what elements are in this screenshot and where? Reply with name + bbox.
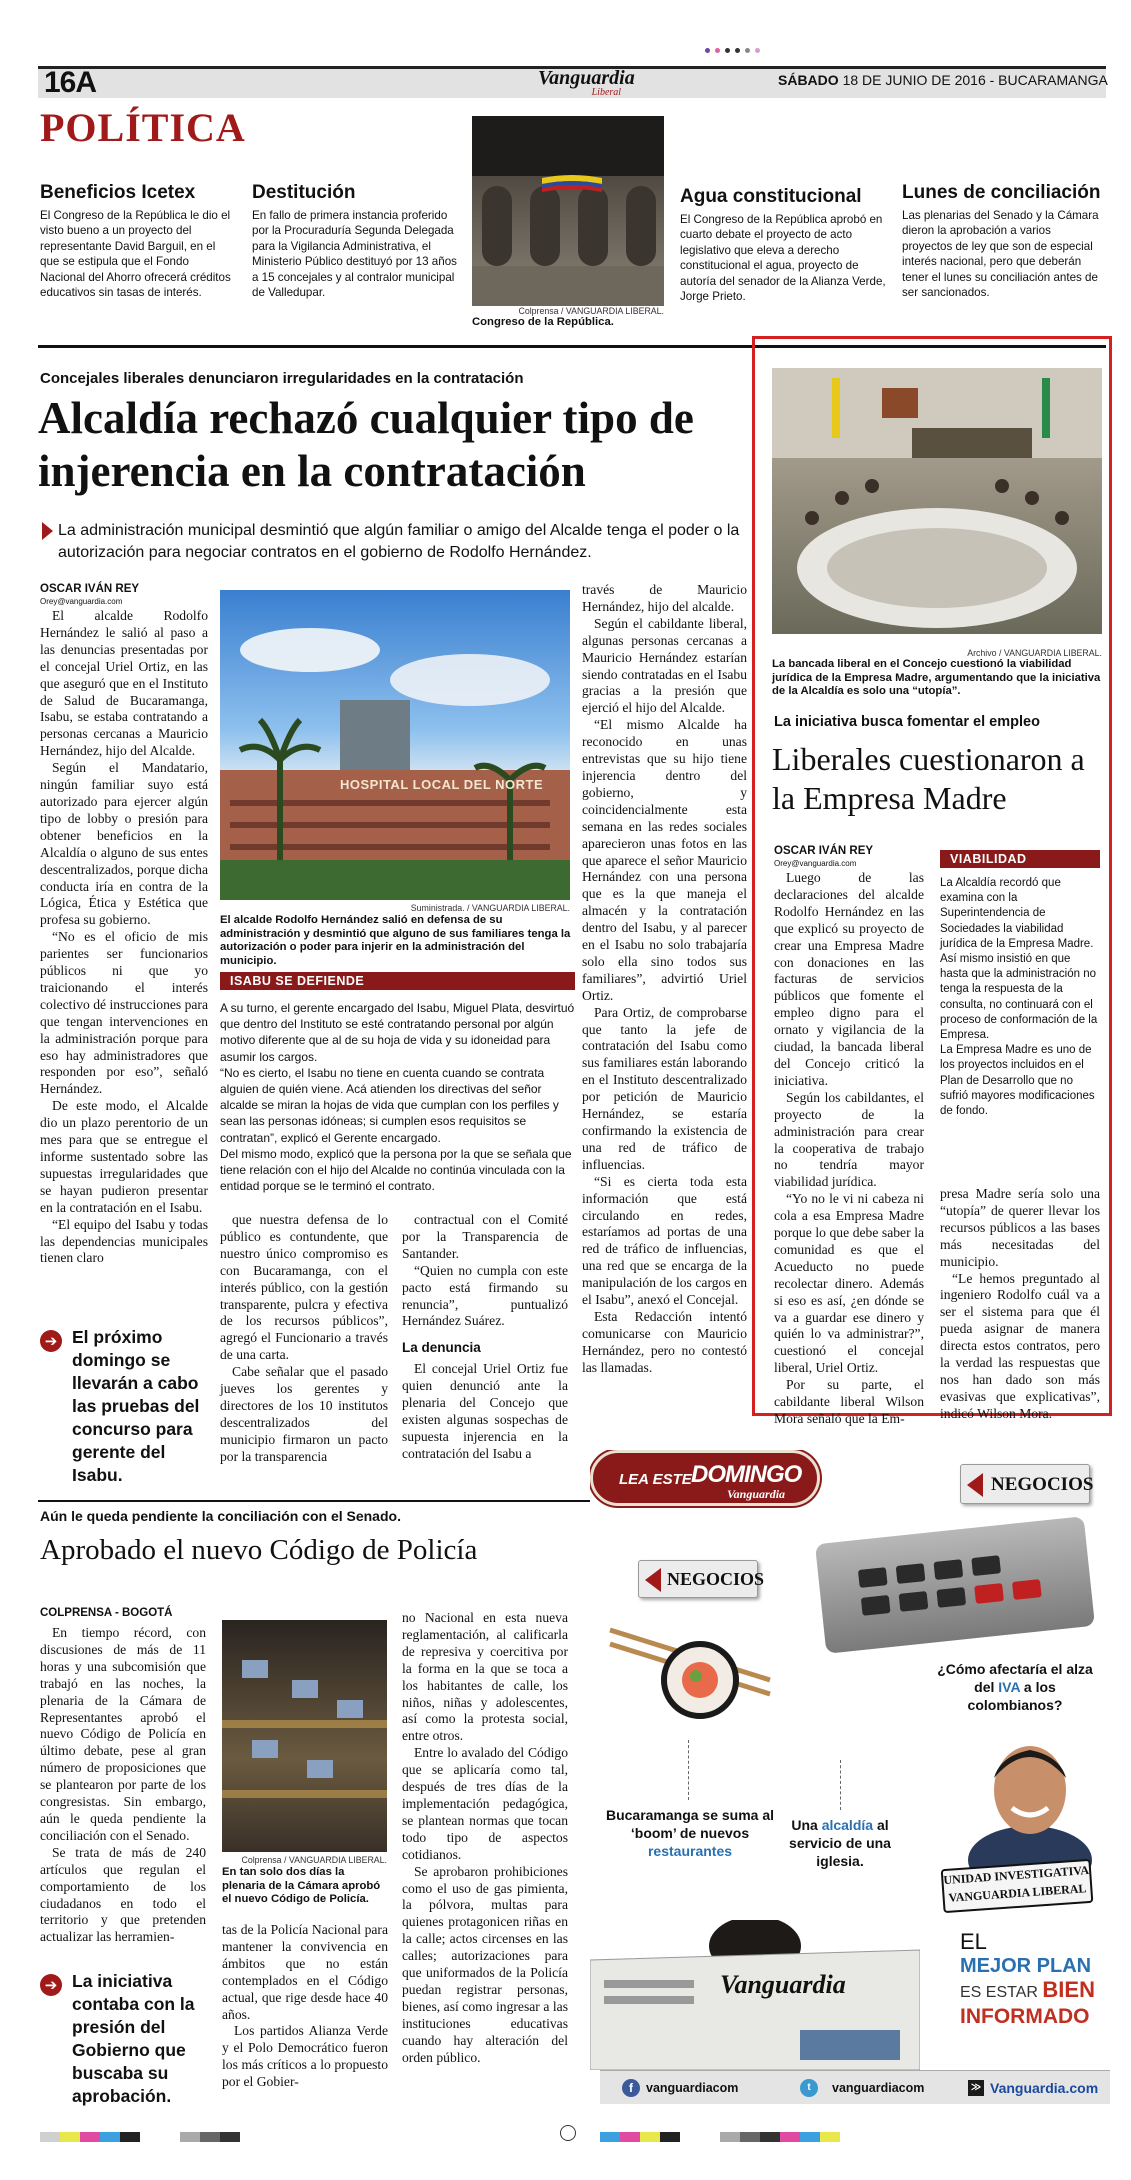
social-bar: f vanguardiacom t vanguardiacom ≫ Vanguardia.com [600,2070,1110,2104]
council-photo-caption: La bancada liberal en el Concejo cuestionó la viabilidad jurídica de la Empresa Madre, argumentando que la iniciativa de la Alcaldía es solo una “utopía”. [772,658,1101,697]
police-pull-quote: ➔ La iniciativa contaba con la presión del Gobierno que buscaba su aprobación. [40,1970,208,2108]
teaser-line-1 [688,1740,689,1800]
main-headline: Alcaldía rechazó cualquier tipo de injerencia en la contratación [38,393,694,496]
masthead-logo: Vanguardia Liberal [538,67,635,98]
divider-middle [38,1500,590,1502]
side-byline: OSCAR IVÁN REY [774,845,874,857]
congress-photo-credit: Colprensa / VANGUARDIA LIBERAL. [518,306,664,316]
sushi-teaser: Bucaramanga se suma al ‘boom’ de nuevos restaurantes [605,1807,775,1859]
slogan: EL MEJOR PLAN ES ESTAR BIEN INFORMADO [960,1929,1095,2028]
main-kicker: Concejales liberales denunciaron irregularidades en la contratación [40,370,524,387]
side-col1: Luego de las declaraciones del alcalde Rodolfo Hernández en las que explicó su proyecto de crear una Empresa Madre con donaciones en las facturas de servicios públicos que fomente el empleo digno para el ornato y vigilancia de la ciudad, la bancada liberal del Concejo criticó la iniciativa. Según los cabildantes, el proyecto de la administración para crear la cooperativa de trabajo no tendría mayor viabilidad jurídica. “Yo no le vi ni cabeza ni cola a esa Empresa Madre porque lo que debe saber la comunidad es que el Acueducto no puede recolectar dinero. Además si eso es así, ¿en dónde se va a guardar ese dinero y quién lo va administrar?”, cuestionó el concejal liberal, Uriel Ortiz. Por su parte, el cabildante liberal Wilson Mora señaló que la Em- [774,870,924,1426]
main-pull-quote: ➔ El próximo domingo se llevarán a cabo las pruebas del concurso para gerente del Isabu. [40,1326,210,1487]
main-lead: La administración municipal desmintió que algún familiar o amigo del Alcalde tenga el poder o la autorización para negociar contratos en el gobierno de Rodolfo Hernández. [58,522,740,561]
council-photo-credit: Archivo / VANGUARDIA LIBERAL. [967,648,1102,658]
police-col1: En tiempo récord, con discusiones de más de 11 horas y una subcomisión que trabajó en las noches, la plenaria de la Cámara de Representantes aprobó el nuevo Código de Policía en último debate, pese al gran número de proposiciones que se plantearon por parte de los congresistas. Sin embargo, aún le queda pendiente la conciliación con el Senado. Se trata de más de 240 artículos que regulan el comportamiento de los ciudadanos en todo el territorio y que pretenden actualizar las herramien- [40,1625,206,1945]
isabu-box-text: A su turno, el gerente encargado del Isabu, Miguel Plata, desvirtuó que dentro del Instituto se esté contratando personal por algún motivo diferente que al de su hoja de vida y su idoneidad para asumir los cargos. “No es cierto, el Isabu no tiene en cuenta cuando se contrata alguien de quién viene. Acá atienden los directivas del señor alcalde se miran la hojas de vida que cumplan con los perfiles y sean las personas idóneas; si cumplen esos requisitos se contratan”, explicó el Gerente encargado. Del mismo modo, explicó que la persona por la que se señala que tiene relación con el hijo del Alcalde no continúa vinculada con la entidad porque se le terminó el contrato. [220,1001,575,1194]
arrow-icon: ➔ [40,1330,62,1352]
main-col5: través de Mauricio Hernández, hijo del alcalde. Según el cabildante liberal, algunas personas cercanas a Mauricio Hernández estarían siendo contratadas en el Isabu gracias a la presión que ejerció el hijo del Alcalde. “El mismo Alcalde ha reconocido en unas entrevistas que su hijo tiene injerencia dentro del gobierno, y coincidencialmente esta semana en las redes sociales aparecieron unas fotos en las que aparece el señor Mauricio Hernández con una persona que es la que maneja el almacén y la contratación dentro del Isabu, y al parecer en el Isabu no solo trabajaría solo ella sino todos sus familiares”, advirtió Uriel Ortiz. Para Ortiz, de comprobarse que tanto la jefe de contratación del Isabu como sus familiares están laborando en el Instituto descentralizado por petición de Mauricio Hernández, se estaría confirmando la existencia de una red de tráfico de influencias. “Si es cierta toda esta información que está circulando en redes, estaríamos ad portas de una red de tráfico de influencias, una red que se encarga de la manipulación de los cargos en el Isabu”, anexó el Concejal. Esta Redacción intentó comunicarse con Mauricio Hernández, pero no contestó las llamadas. [582,582,747,1375]
police-headline: Aprobado el nuevo Código de Policía [40,1534,478,1566]
congress-photo-caption: Congreso de la República. [472,316,614,328]
header-date: SÁBADO 18 DE JUNIO DE 2016 - BUCARAMANGA [778,72,1108,88]
brief-agua: Agua constitucional El Congreso de la República aprobó en cuarto debate el proyecto de acto legislativo que eleva a derecho constitucional el agua, proyecto de autoría del senador de la Alianza Verde, Jorge Prieto. [680,186,886,304]
side-email: Orey@vanguardia.com [774,859,857,868]
sunday-ad [590,1450,1110,2120]
main-byline: OSCAR IVÁN REY [40,583,140,595]
main-col4: contractual con el Comité por la Transparencia de Santander. “Quien no cumpla con este pacto está firmando su renuncia”, puntualizó Hernández Suárez. La denuncia El concejal Uriel Ortiz fue quien denunció ante la plenaria del Concejo que existen algunas sospechas de supuesta injerencia en la contratación del Isabu a [402,1212,568,1461]
chamber-photo-credit: Colprensa / VANGUARDIA LIBERAL. [241,1855,387,1865]
newspaper-reader [590,1920,920,2070]
registration-mark-icon [560,2125,576,2141]
viabilidad-box-text: La Alcaldía recordó que examina con la Superintendencia de Sociedades la viabilidad jurídica de la Empresa Madre. Así mismo insistió en que hasta que la administración no tenga la respuesta de la consulta, no continuará con el proceso de conformación de la Empresa. La Empresa Madre es uno de los proyectos incluidos en el Plan de Desarrollo que no sufrió mayores modificaciones de fondo. [940,877,1098,1118]
main-col3: que nuestra defensa de lo público es contundente, que nuestro único compromiso es con Bucaramanga, con el interés público, con la gestión transparente, pulcra y efectiva de los recursos públicos”, agregó el Funcionario a través de una carta. Cabe señalar que el pasado jueves los gerentes y directores de los 10 institutos descentralizados del municipio firmaron un pacto por la transparencia [220,1212,388,1464]
brief-icetex: Beneficios Icetex El Congreso de la República le dio el visto bueno a un proyecto del representante David Barguil, en el que se estipula que el Fondo Nacional del Ahorro ofrecerá créditos educativos sin tasas de interés. [40,182,231,300]
hospital-photo-caption: El alcalde Rodolfo Hernández salió en defensa de su administración y desmintió que alguno de sus familiares tenga la autorización o poder para injerir en la administración del municipio. [220,914,571,967]
arrow-icon: ➔ [40,1974,62,1996]
sushi-image [600,1610,780,1730]
main-col1: El alcalde Rodolfo Hernández le salió al paso a las denuncias presentadas por el concejal Uriel Ortiz, en las que aseguró que en el Instituto de Salud de Bucaramanga, Isabu, se estaba contratando a personas cercanas a Mauricio Hernández, hijo del Alcalde. Según el Mandatario, ningún familiar suyo está autorizado para ejercer algún tipo de lobby o presión para obtener beneficios en la Alcaldía o alguno de sus entes descentralizados, porque dicha conducta iría en contra de la Lógica, Ética y Estética que profesa su gobierno. “No es el oficio de mis parientes ser funcionarios públicos ni que yo traicionando el interés colectivo dé instrucciones para que tengan intervenciones en la administración porque para eso hay administradores que responden por eso”, señaló Hernández. De este modo, el Alcalde dio un plazo perentorio de un mes para que se entregue el informe sustentado sobre las supuestas irregularidades que se hayan pudieron presentar en la contratación en el Isabu. “El equipo del Isabu y todas las dependencias municipales tienen claro [40,608,208,1266]
hospital-photo [220,590,570,900]
police-col2: tas de la Policía Nacional para mantener la convivencia en ámbitos que no están contemplados en el Código actual, que rige desde hace 40 años. Los partidos Alianza Verde y el Polo Democrático fueron los más críticos a lo propuesto por el Gobier- [222,1922,388,2090]
isabu-box-title: ISABU SE DEFIENDE [220,972,575,990]
side-kicker: La iniciativa busca fomentar el empleo [774,714,1040,730]
facebook-icon: f [622,2079,640,2097]
subhead-denuncia: La denuncia [402,1340,481,1356]
top-dots [705,48,765,54]
hospital-sign: HOSPITAL LOCAL DEL NORTE [340,777,544,792]
church-teaser: Una alcaldía al servicio de una iglesia. [789,1817,891,1869]
calculator-image [815,1516,1095,1654]
side-headline: Liberales cuestionaron a la Empresa Madre [772,741,1085,816]
ad-banner: LEA ESTE DOMINGO Vanguardia [590,1450,820,1506]
chamber-photo [222,1620,387,1852]
police-kicker: Aún le queda pendiente la conciliación con el Senado. [40,1508,401,1524]
newspaper-logo: Vanguardia [720,1970,846,1999]
side-col2: presa Madre sería solo una “utopía” de querer llevar los recursos públicos a las bases más necesitadas del municipio. “Le hemos preguntado al ingeniero Rodolfo cuál va a ser el sistema para que él pueda asignar de manera directa estos contratos, pero la verdad las respuestas que nos han dado son más evasivas que explicativas”, indicó Wilson Mora. [940,1186,1100,1421]
website-icon: ≫ [968,2080,984,2096]
teaser-line-2 [840,1760,841,1810]
police-byline: COLPRENSA - BOGOTÁ [40,1607,173,1619]
hospital-photo-credit: Suministrada. / VANGUARDIA LIBERAL. [410,903,570,913]
viabilidad-box-title: VIABILIDAD [940,850,1100,868]
page-number: 16A [44,66,97,99]
twitter-icon: t [800,2079,818,2097]
negocios-tag-2: NEGOCIOS [638,1560,758,1598]
negocios-tag-1: NEGOCIOS [960,1464,1090,1504]
main-email: Orey@vanguardia.com [40,597,123,606]
brief-destitucion: Destitución En fallo de primera instancia proferido por la Procuraduría Segunda Delegada para la Vigilancia Administrativa, el Ministerio Público destituyó por 13 años a 15 concejales y al contralor municipal de Valledupar. [252,182,457,300]
congress-photo [472,116,664,306]
police-col3: no Nacional en esta nueva reglamentación, al calificarla de represiva y coercitiva por la forma en la que se toca a los habitantes de calle, los niños, niñas y adolescentes, así como la protesta social, entre otros. Entre lo avalado del Código que se aplicaría como tal, después de tres días de la implementación pedagógica, se plantean normas que tocan todo tipo de aspectos cotidianos. Se aprobaron prohibiciones como el uso de gas pimienta, la pólvora, multas para quienes protagonicen riñas en la calle; actos circenses en las calles; autorizaciones para que uniformados de la Policía puedan registrar personas, bienes, así como ingresar a las instituciones educativas cuando hay alteración del orden público. [402,1610,568,2065]
man-portrait [960,1730,1100,1870]
iva-teaser: ¿Cómo afectaría el alza del IVA a los colombianos? [937,1661,1093,1713]
investigative-unit-badge: UNIDAD INVESTIGATIVA VANGUARDIA LIBERAL [941,1859,1094,1913]
council-photo [772,368,1102,634]
chamber-photo-caption: En tan solo dos días la plenaria de la Cámara aprobó el nuevo Código de Policía. [222,1866,381,1905]
main-lead-marker [42,522,53,540]
section-title: POLÍTICA [40,105,246,150]
brief-lunes: Lunes de conciliación Las plenarias del Senado y la Cámara dieron la aprobación a varios proyectos de ley que son de especial interés nacional, pero que deberán tener el lunes su conciliación antes de ser sancionados. [902,182,1101,300]
